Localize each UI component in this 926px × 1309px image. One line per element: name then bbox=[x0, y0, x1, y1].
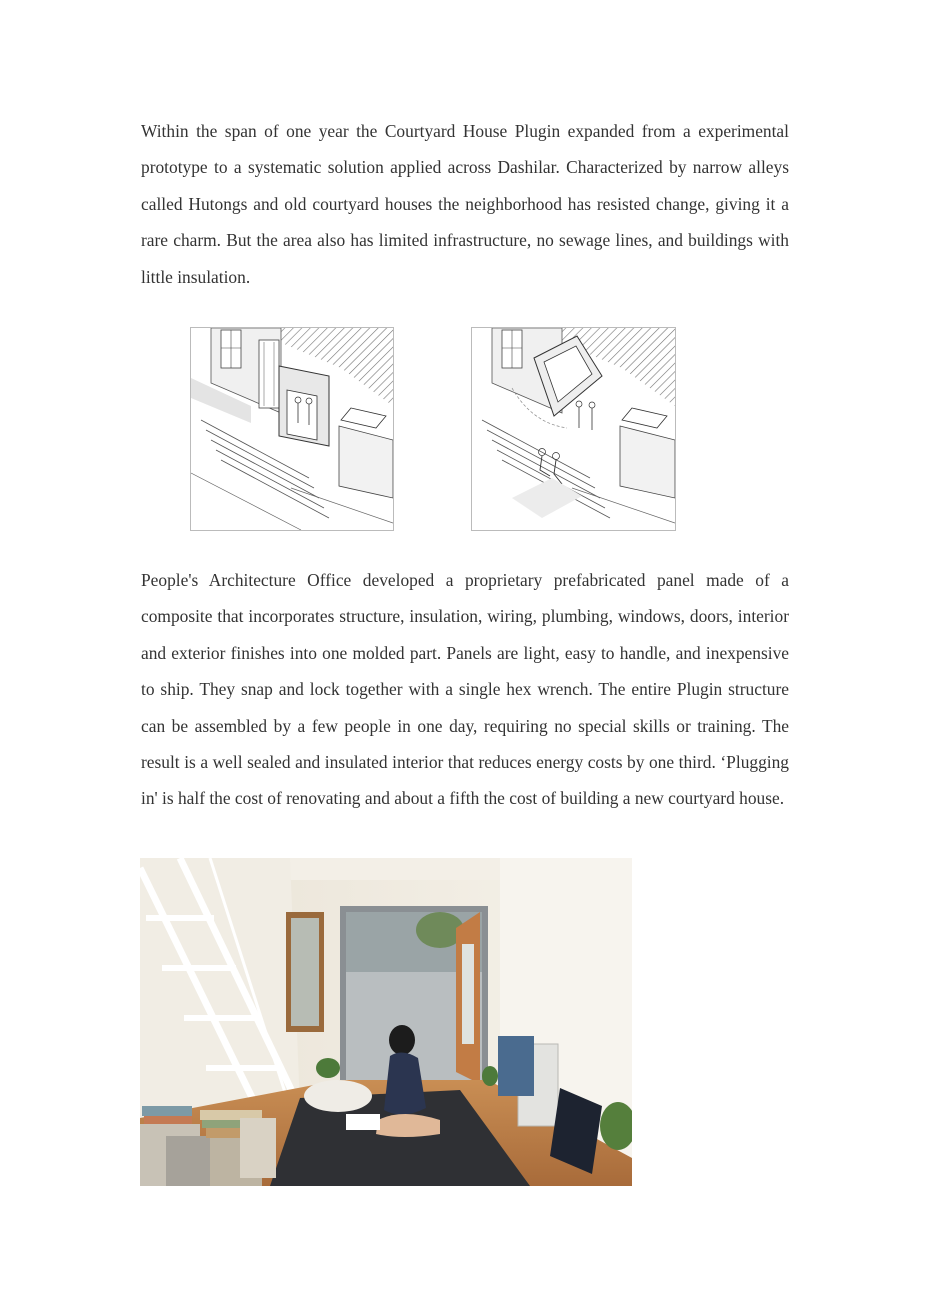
interior-photo bbox=[140, 858, 632, 1186]
axonometric-drawing-door-open bbox=[471, 327, 676, 531]
axonometric-drawing-door-closed bbox=[190, 327, 394, 531]
intro-paragraph: Within the span of one year the Courtyard House Plugin expanded from a experimental prototype to a systematic solution applied across Dashilar. Characterized by narrow alleys called Hutongs and old courtyard houses the neighborhood has resisted change, giving it a rare charm. But the area also has limited infrastructure, no sewage lines, and buildings with little insulation. bbox=[141, 121, 789, 287]
panel-paragraph: People's Architecture Office developed a proprietary prefabricated panel made of a composite that incorporates structure, insulation, wiring, plumbing, windows, doors, interior and exterior finishes into one molded part. Panels are light, easy to handle, and inexpensive to ship. They snap and lock together with a single hex wrench. The entire Plugin structure can be assembled by a few people in one day, requiring no special skills or training. The result is a well sealed and insulated interior that reduces energy costs by one third. ‘Plugging in' is half the cost of renovating and about a fifth the cost of building a new courtyard house. bbox=[141, 570, 789, 809]
